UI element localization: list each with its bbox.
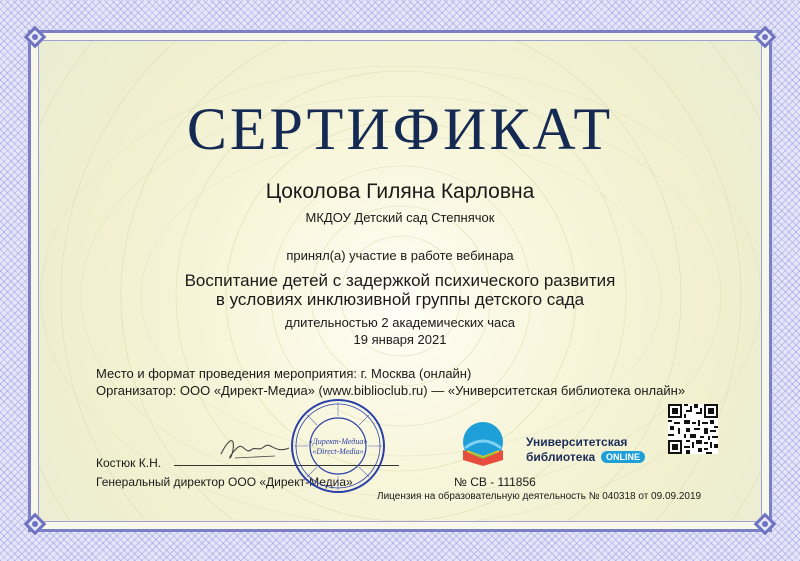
event-place: Место и формат проведения мероприятия: г. Москва (онлайн) (96, 366, 472, 381)
corner-ornament-bottom-right (754, 513, 776, 535)
webinar-title-line1: Воспитание детей с задержкой психического развития (184, 271, 616, 290)
certificate-title: СЕРТИФИКАТ (186, 96, 614, 162)
brand-name-line2: библиотека (526, 450, 596, 464)
stamp-text-en: «Direct-Media» (312, 447, 364, 456)
corner-ornament-top-right (754, 26, 776, 48)
corner-ornament-bottom-left (24, 513, 46, 535)
stamp-text-ru: «Директ-Медиа» (308, 437, 368, 446)
webinar-date: 19 января 2021 (353, 332, 447, 347)
webinar-duration: длительностью 2 академических часа (285, 315, 515, 330)
signer-name: Костюк К.Н. (96, 456, 162, 470)
signer-position: Генеральный директор ООО «Директ-Медиа» (96, 475, 353, 489)
webinar-title-line2: в условиях инклюзивной группы детского сада (215, 290, 585, 309)
license-text: Лицензия на образовательную деятельность № 040318 от 09.09.2019 (377, 491, 702, 502)
brand-name-line1: Университетская (526, 435, 628, 449)
webinar-title (0, 271, 800, 309)
qr-code-icon (668, 404, 718, 454)
recipient-organization: МКДОУ Детский сад Степнячок (305, 210, 495, 225)
participation-text: принял(а) участие в работе вебинара (286, 248, 514, 263)
online-badge: ONLINE (601, 451, 645, 463)
corner-ornament-top-left (24, 26, 46, 48)
event-organizer: Организатор: ООО «Директ-Медиа» (www.biblioclub.ru) — «Университетская библиотека онлайн» (96, 383, 686, 398)
recipient-name: Цоколова Гиляна Карловна (265, 180, 535, 203)
certificate-number: № СВ - 111856 (454, 475, 536, 489)
handwritten-signature (215, 432, 295, 466)
company-stamp (290, 398, 386, 494)
university-library-logo-icon (455, 420, 511, 468)
